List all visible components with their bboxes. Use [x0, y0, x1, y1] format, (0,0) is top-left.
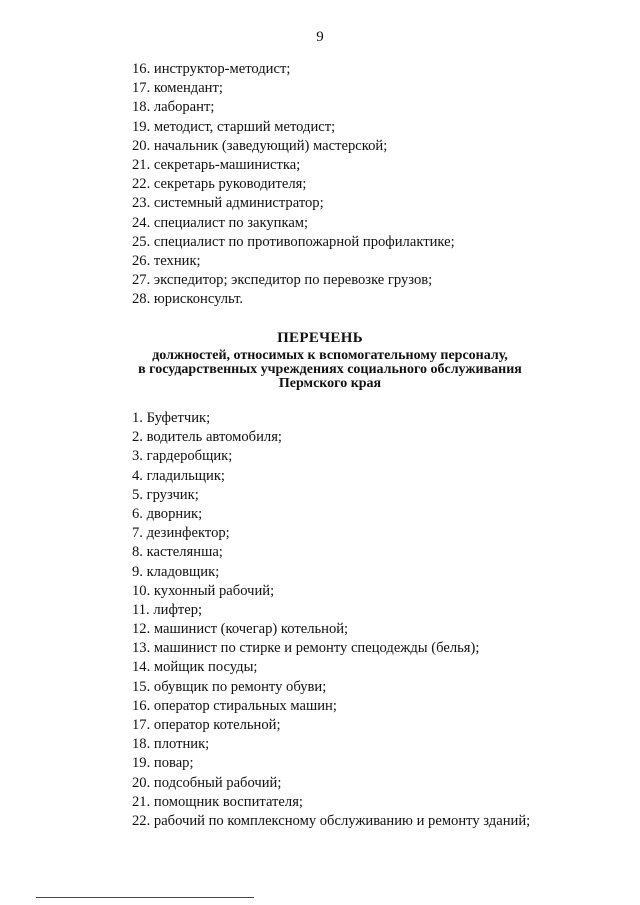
list-item: 20. подсобный рабочий;	[132, 774, 282, 791]
list-item: 1. Буфетчик;	[132, 410, 211, 426]
list-item: 21. помощник воспитателя;	[132, 793, 303, 810]
list-item: 15. обувщик по ремонту обуви;	[132, 678, 327, 695]
list-item: 8. кастелянша;	[132, 544, 223, 561]
list-item: 12. машинист (кочегар) котельной;	[132, 621, 349, 638]
list-item: 17. оператор котельной;	[132, 717, 281, 733]
list-item: 4. гладильщик;	[132, 467, 225, 484]
list-item: 18. плотник;	[132, 736, 210, 753]
list-item: 9. кладовщик;	[132, 563, 220, 580]
list-item: 5. грузчик;	[132, 486, 199, 503]
list-item: 21. секретарь-машинистка;	[132, 156, 301, 173]
positions-list-continued	[132, 60, 455, 309]
page-number: 9	[316, 29, 324, 45]
list-item: 24. специалист по закупкам;	[132, 214, 309, 231]
list-item: 14. мойщик посуды;	[132, 659, 258, 676]
list-item: 7. дезинфектор;	[132, 525, 230, 542]
list-item: 19. повар;	[132, 755, 194, 772]
list-item: 16. оператор стиральных машин;	[132, 697, 337, 714]
list-item: 11. лифтер;	[132, 601, 203, 618]
list-item: 16. инструктор-методист;	[132, 61, 291, 77]
section-title: ПЕРЕЧЕНЬ	[277, 330, 363, 346]
list-item: 3. гардеробщик;	[132, 448, 233, 465]
section-subtitle	[110, 349, 550, 391]
list-item: 23. системный администратор;	[132, 195, 324, 212]
list-item: 6. дворник;	[132, 505, 203, 522]
list-item: 10. кухонный рабочий;	[132, 582, 275, 599]
subtitle-line: в государственных учреждениях социального обслуживания	[138, 362, 522, 377]
list-item: 20. начальник (заведующий) мастерской;	[132, 137, 388, 154]
list-item: 19. методист, старший методист;	[132, 118, 336, 135]
list-item: 25. специалист по противопожарной профилактике;	[132, 233, 455, 250]
list-item: 17. комендант;	[132, 80, 223, 97]
list-item: 28. юрисконсульт.	[132, 291, 244, 308]
footer-divider	[36, 897, 254, 898]
subtitle-line: Пермского края	[278, 376, 382, 391]
list-item: 27. экспедитор; экспедитор по перевозке грузов;	[132, 272, 433, 289]
auxiliary-staff-list	[132, 409, 530, 831]
list-item: 13. машинист по стирке и ремонту спецодежды (белья);	[132, 640, 480, 657]
list-item: 2. водитель автомобиля;	[132, 429, 282, 446]
list-item: 22. секретарь руководителя;	[132, 176, 307, 193]
list-item: 18. лаборант;	[132, 99, 215, 116]
list-item: 26. техник;	[132, 252, 201, 269]
subtitle-line: должностей, относимых к вспомогательному персоналу,	[152, 348, 508, 363]
list-item: 22. рабочий по комплексному обслуживанию и ремонту зданий;	[132, 812, 531, 829]
